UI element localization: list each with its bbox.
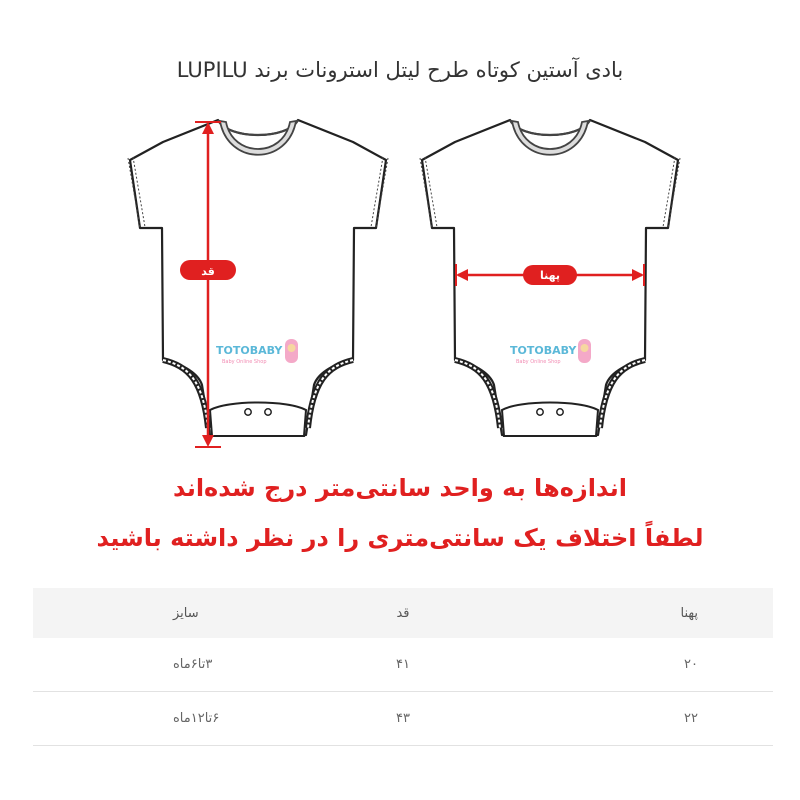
table-row xyxy=(33,638,773,692)
header-size: سایز xyxy=(33,588,280,638)
watermark-brand-right: TOTOBABY xyxy=(510,344,577,357)
cell-length: ۴۳ xyxy=(280,692,527,746)
width-label: پهنا xyxy=(539,269,561,282)
length-label: قد xyxy=(201,265,215,278)
watermark-tagline-right: Baby Online Shop xyxy=(516,359,561,365)
table-header-row xyxy=(33,588,773,638)
cell-width: ۲۰ xyxy=(526,638,773,692)
size-table xyxy=(33,588,773,746)
tolerance-note: لطفاً اختلاف یک سانتی‌متری را در نظر داشته باشید xyxy=(96,524,704,552)
watermark-brand-left: TOTOBABY xyxy=(216,344,283,357)
units-note: اندازه‌ها به واحد سانتی‌متر درج شده‌اند xyxy=(172,474,628,502)
bodysuit-size-figure xyxy=(0,110,800,460)
bodysuit-front-left xyxy=(128,120,388,436)
header-length: قد xyxy=(280,588,527,638)
cell-size: ۶تا۱۲ماه xyxy=(33,692,280,746)
cell-size: ۳تا۶ماه xyxy=(33,638,280,692)
cell-length: ۴۱ xyxy=(280,638,527,692)
header-width: پهنا xyxy=(526,588,773,638)
table-row xyxy=(33,692,773,746)
watermark-tagline-left: Baby Online Shop xyxy=(222,359,267,365)
cell-width: ۲۲ xyxy=(526,692,773,746)
product-title: بادی آستین کوتاه طرح لیتل استرونات برند LUPILU xyxy=(176,58,624,82)
